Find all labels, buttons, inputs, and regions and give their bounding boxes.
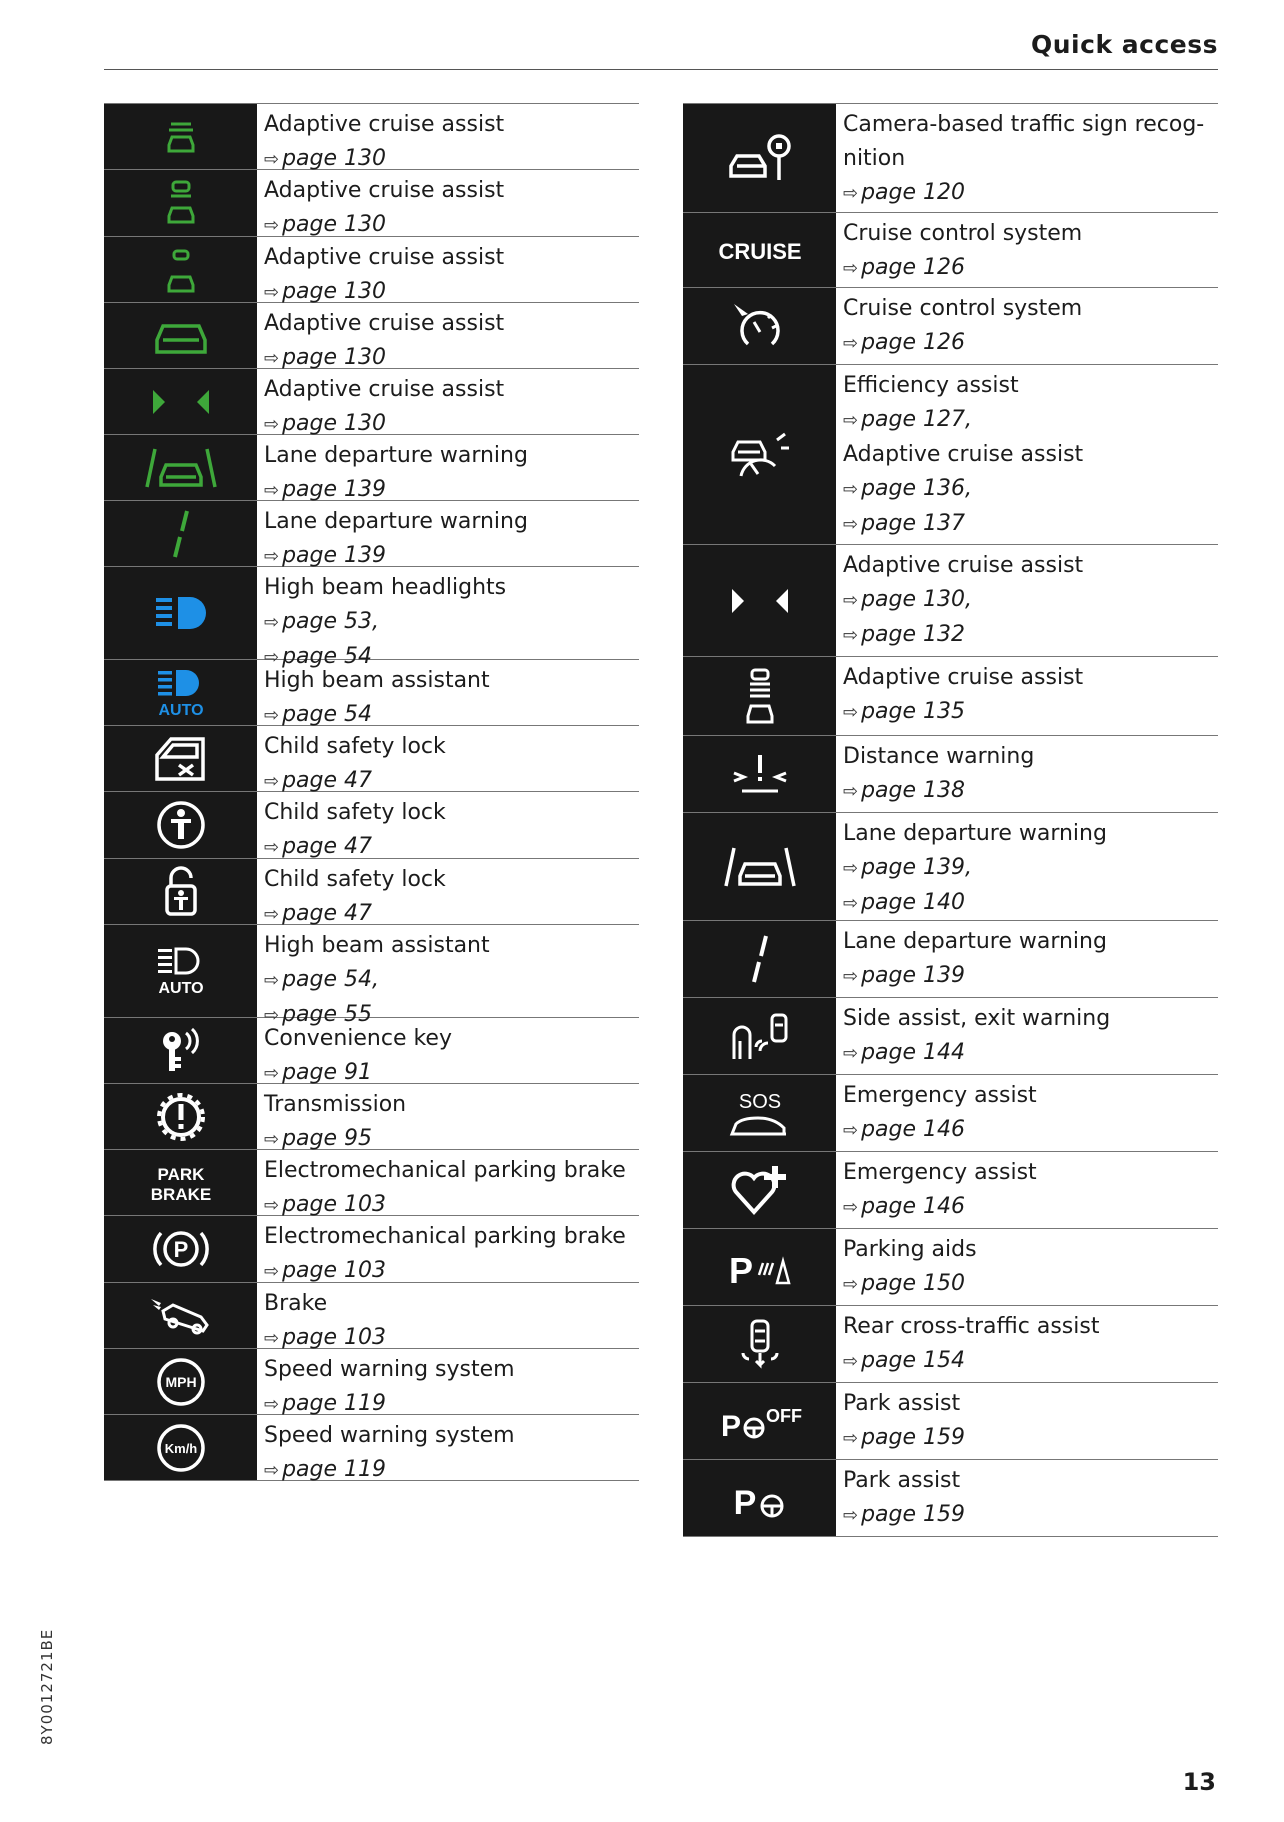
page-reference-text: page 159 — [861, 1425, 966, 1450]
auto-label: AUTO — [157, 980, 204, 997]
row-title: Adaptive cruise assist — [264, 245, 505, 270]
arrow-right-icon: ⇨ — [264, 647, 280, 668]
table-row — [104, 1216, 639, 1283]
page-reference-text: page 159 — [861, 1502, 966, 1527]
page-reference-text: page 139 — [282, 543, 387, 568]
p-label: P — [728, 1250, 753, 1291]
page-reference-text: page 130 — [282, 411, 387, 436]
arrow-right-icon: ⇨ — [264, 904, 280, 925]
header-divider — [104, 69, 1218, 70]
row-title-secondary: Adaptive cruise assist — [843, 442, 1084, 467]
arrow-right-icon: ⇨ — [843, 514, 859, 535]
cruise-text-icon — [683, 213, 836, 287]
page-reference-text: page 126 — [861, 255, 966, 280]
page-reference-link[interactable] — [843, 886, 1218, 921]
table-row — [104, 567, 639, 669]
page-reference-link[interactable] — [843, 695, 1218, 730]
brake-label: BRAKE — [150, 1184, 211, 1204]
page-reference-text: page 54 — [282, 644, 373, 669]
page-reference-text: page 136, — [861, 476, 973, 501]
row-title: Adaptive cruise assist — [264, 377, 505, 402]
row-title: Child safety lock — [264, 867, 446, 892]
park-brake-text-icon — [104, 1150, 257, 1215]
arrow-right-icon: ⇨ — [264, 348, 280, 369]
efficiency-assist-icon — [683, 365, 836, 544]
row-title: Efficiency assist — [843, 373, 1019, 398]
auto-label: AUTO — [157, 701, 204, 719]
acc-green-triangles-icon — [104, 369, 257, 434]
page-reference-text: page 53, — [282, 609, 380, 634]
arrow-right-icon: ⇨ — [264, 282, 280, 303]
table-row — [683, 213, 1218, 288]
table-row — [683, 736, 1218, 813]
acc-white-triangles-icon — [683, 545, 836, 656]
page-reference-text: page 146 — [861, 1117, 966, 1142]
row-title: Convenience key — [264, 1026, 452, 1051]
row-title: Child safety lock — [264, 734, 446, 759]
arrow-right-icon: ⇨ — [264, 1129, 280, 1150]
high-beam-auto-blue-icon — [104, 660, 257, 725]
arrow-right-icon: ⇨ — [264, 705, 280, 726]
page-reference-text: page 119 — [282, 1391, 387, 1416]
arrow-right-icon: ⇨ — [843, 1197, 859, 1218]
page-reference-text: page 135 — [861, 699, 966, 724]
page-reference-text: page 127, — [861, 407, 973, 432]
cruise-gauge-icon — [683, 288, 836, 364]
acc-green-car-icon — [104, 104, 257, 169]
table-row — [683, 1152, 1218, 1229]
parking-aids-icon — [683, 1229, 836, 1305]
page-reference-text: page 144 — [861, 1040, 966, 1065]
right-symbol-table — [683, 103, 1218, 1537]
arrow-right-icon: ⇨ — [843, 625, 859, 646]
page-reference-text: page 120 — [861, 180, 966, 205]
sos-car-icon — [683, 1075, 836, 1151]
speed-kmh-icon — [104, 1415, 257, 1480]
table-row — [683, 998, 1218, 1075]
row-title: Speed warning system — [264, 1423, 515, 1448]
page-reference-link[interactable] — [843, 1344, 1218, 1379]
arrow-right-icon: ⇨ — [843, 781, 859, 802]
page-reference-link[interactable] — [843, 959, 1218, 994]
page-reference-text: page 138 — [861, 778, 966, 803]
arrow-right-icon: ⇨ — [843, 410, 859, 431]
cruise-label: CRUISE — [717, 239, 802, 264]
row-title: Adaptive cruise assist — [264, 311, 505, 336]
row-title: Park assist — [843, 1468, 961, 1493]
arrow-right-icon: ⇨ — [843, 1505, 859, 1526]
row-title: Brake — [264, 1291, 328, 1316]
page-reference-link[interactable] — [843, 1498, 1218, 1533]
table-row — [104, 303, 639, 369]
page-reference-text: page 154 — [861, 1348, 966, 1373]
mph-label: MPH — [164, 1373, 197, 1390]
table-row — [683, 1229, 1218, 1306]
table-row — [104, 237, 639, 303]
table-row — [104, 792, 639, 859]
page-reference-text: page 139 — [861, 963, 966, 988]
page-reference-text: page 130 — [282, 345, 387, 370]
p-label: P — [173, 1237, 188, 1262]
page-reference-text: page 103 — [282, 1325, 387, 1350]
side-assist-icon — [683, 998, 836, 1074]
row-title: Lane departure warning — [264, 443, 528, 468]
row-title: Rear cross-traffic assist — [843, 1314, 1100, 1339]
table-row — [104, 1018, 639, 1084]
arrow-right-icon: ⇨ — [843, 590, 859, 611]
table-row — [104, 660, 639, 726]
lane-white-car-icon — [683, 813, 836, 920]
arrow-right-icon: ⇨ — [264, 1394, 280, 1415]
page-reference-text: page 130 — [282, 279, 387, 304]
p-label: P — [720, 1410, 741, 1443]
page-reference-text: page 95 — [282, 1126, 373, 1151]
page-reference-link[interactable] — [843, 1267, 1218, 1302]
table-row — [104, 1415, 639, 1481]
table-row — [104, 501, 639, 567]
page-reference-text: page 47 — [282, 901, 373, 926]
page-reference-text: page 140 — [861, 890, 966, 915]
table-row — [683, 921, 1218, 998]
table-row — [683, 1306, 1218, 1383]
table-row — [683, 1075, 1218, 1152]
row-title: Adaptive cruise assist — [264, 178, 505, 203]
page-reference-link[interactable] — [843, 1421, 1218, 1456]
arrow-right-icon: ⇨ — [264, 480, 280, 501]
page-reference-text: page 103 — [282, 1258, 387, 1283]
arrow-right-icon: ⇨ — [843, 893, 859, 914]
document-code: 8Y0012721BE — [38, 1628, 56, 1745]
page-reference-text: page 55 — [282, 1002, 373, 1027]
page-reference-text: page 119 — [282, 1457, 387, 1482]
page-number: 13 — [1182, 1768, 1216, 1796]
row-title: Emergency assist — [843, 1160, 1037, 1185]
arrow-right-icon: ⇨ — [843, 479, 859, 500]
acc-green-car-icon — [104, 303, 257, 368]
arrow-right-icon: ⇨ — [264, 970, 280, 991]
page-reference-text: page 91 — [282, 1060, 373, 1085]
row-title: Lane departure warning — [843, 821, 1107, 846]
row-title: Electromechanical parking brake — [264, 1158, 626, 1183]
park-assist-off-icon — [683, 1383, 836, 1459]
row-title: High beam assistant — [264, 933, 490, 958]
acc-white-car-stack-icon — [683, 657, 836, 735]
page-reference-text: page 47 — [282, 834, 373, 859]
page-reference-text: page 130 — [282, 146, 387, 171]
page-reference-text: page 54 — [282, 702, 373, 727]
arrow-right-icon: ⇨ — [843, 966, 859, 987]
child-lock-window-icon — [104, 726, 257, 791]
page-reference-text: page 137 — [861, 511, 966, 536]
table-row — [104, 1084, 639, 1150]
page-reference-link[interactable] — [264, 1453, 639, 1488]
page-reference-link[interactable] — [843, 618, 1218, 653]
row-title: Parking aids — [843, 1237, 977, 1262]
row-title: Cruise control system — [843, 296, 1083, 321]
arrow-right-icon: ⇨ — [264, 612, 280, 633]
page-reference-text: page 139, — [861, 855, 973, 880]
row-title: Cruise control system — [843, 221, 1083, 246]
page-reference-text: page 54, — [282, 967, 380, 992]
arrow-right-icon: ⇨ — [843, 858, 859, 879]
parking-brake-p-icon — [104, 1216, 257, 1282]
table-row — [104, 925, 639, 1027]
arrow-right-icon: ⇨ — [264, 1005, 280, 1026]
page-reference-text: page 130, — [861, 587, 973, 612]
page-reference-link[interactable] — [843, 1036, 1218, 1071]
arrow-right-icon: ⇨ — [264, 215, 280, 236]
child-lock-padlock-icon — [104, 859, 257, 924]
table-row — [104, 726, 639, 792]
arrow-right-icon: ⇨ — [264, 771, 280, 792]
page-reference-link[interactable] — [843, 176, 1218, 211]
park-label: PARK — [157, 1164, 204, 1184]
table-row — [683, 288, 1218, 365]
row-title: High beam headlights — [264, 575, 507, 600]
arrow-right-icon: ⇨ — [264, 1063, 280, 1084]
arrow-right-icon: ⇨ — [843, 1043, 859, 1064]
row-title: Adaptive cruise assist — [843, 553, 1084, 578]
park-assist-icon — [683, 1460, 836, 1536]
table-row — [683, 1383, 1218, 1460]
left-symbol-table — [104, 103, 639, 1481]
traffic-sign-camera-icon — [683, 104, 836, 212]
page-reference-link[interactable] — [843, 472, 1218, 507]
speed-mph-icon — [104, 1349, 257, 1414]
page-reference-link[interactable] — [264, 605, 639, 640]
arrow-right-icon: ⇨ — [843, 1428, 859, 1449]
child-lock-circle-icon — [104, 792, 257, 858]
page-reference-link[interactable] — [843, 583, 1218, 618]
table-row — [683, 104, 1218, 213]
arrow-right-icon: ⇨ — [264, 1195, 280, 1216]
arrow-right-icon: ⇨ — [843, 258, 859, 279]
row-title: Adaptive cruise assist — [264, 112, 505, 137]
table-row — [683, 365, 1218, 545]
arrow-right-icon: ⇨ — [264, 149, 280, 170]
arrow-right-icon: ⇨ — [843, 183, 859, 204]
page-reference-text: page 126 — [861, 330, 966, 355]
row-title: Side assist, exit warning — [843, 1006, 1111, 1031]
table-row — [683, 545, 1218, 657]
arrow-right-icon: ⇨ — [264, 1460, 280, 1481]
page-reference-link[interactable] — [843, 1113, 1218, 1148]
transmission-gear-icon — [104, 1084, 257, 1149]
arrow-right-icon: ⇨ — [843, 1274, 859, 1295]
table-row — [104, 170, 639, 237]
p-label: P — [733, 1484, 756, 1522]
arrow-right-icon: ⇨ — [264, 546, 280, 567]
table-row — [683, 657, 1218, 736]
page-reference-text: page 132 — [861, 622, 966, 647]
page-reference-link[interactable] — [843, 851, 1218, 886]
arrow-right-icon: ⇨ — [843, 1120, 859, 1141]
acc-green-car-icon — [104, 170, 257, 236]
arrow-right-icon: ⇨ — [264, 1261, 280, 1282]
row-title: Lane departure warning — [843, 929, 1107, 954]
distance-warning-icon — [683, 736, 836, 812]
arrow-right-icon: ⇨ — [843, 333, 859, 354]
table-row — [104, 1349, 639, 1415]
kmh-label: Km/h — [164, 1440, 197, 1456]
arrow-right-icon: ⇨ — [264, 414, 280, 435]
table-row — [104, 104, 639, 170]
row-title: High beam assistant — [264, 668, 490, 693]
page-reference-text: page 150 — [861, 1271, 966, 1296]
acc-green-car-icon — [104, 237, 257, 302]
page-reference-link[interactable] — [843, 1190, 1218, 1225]
lane-green-car-icon — [104, 435, 257, 500]
row-title: Child safety lock — [264, 800, 446, 825]
page-reference-link[interactable] — [843, 507, 1218, 542]
row-title: Lane departure warning — [264, 509, 528, 534]
page-reference-link[interactable] — [264, 963, 639, 998]
lane-white-line-icon — [683, 921, 836, 997]
page-reference-text: page 47 — [282, 768, 373, 793]
page-reference-link[interactable] — [843, 403, 1218, 438]
page-header-title: Quick access — [1031, 30, 1218, 59]
page-reference-link[interactable] — [843, 251, 1218, 286]
high-beam-blue-icon — [104, 567, 257, 659]
sos-label: SOS — [738, 1091, 781, 1113]
page-reference-link[interactable] — [843, 326, 1218, 361]
high-beam-auto-white-icon — [104, 925, 257, 1017]
row-title: Park assist — [843, 1391, 961, 1416]
table-row — [104, 1283, 639, 1349]
brake-car-icon — [104, 1283, 257, 1348]
table-row — [683, 813, 1218, 921]
off-label: OFF — [765, 1406, 802, 1426]
table-row — [104, 369, 639, 435]
page-reference-link[interactable] — [843, 774, 1218, 809]
page-reference-text: page 103 — [282, 1192, 387, 1217]
heart-plus-icon — [683, 1152, 836, 1228]
row-title: Transmission — [264, 1092, 407, 1117]
row-title: Speed warning system — [264, 1357, 515, 1382]
convenience-key-icon — [104, 1018, 257, 1083]
rear-cross-traffic-icon — [683, 1306, 836, 1382]
table-row — [683, 1460, 1218, 1537]
row-title: Distance warning — [843, 744, 1035, 769]
row-title: Electromechanical parking brake — [264, 1224, 626, 1249]
table-row — [104, 435, 639, 501]
page-reference-text: page 139 — [282, 477, 387, 502]
row-title: Emergency assist — [843, 1083, 1037, 1108]
row-title: Adaptive cruise assist — [843, 665, 1084, 690]
arrow-right-icon: ⇨ — [843, 702, 859, 723]
lane-green-line-icon — [104, 501, 257, 566]
table-row — [104, 859, 639, 925]
arrow-right-icon: ⇨ — [843, 1351, 859, 1372]
row-title: Camera-based traffic sign recog- nition — [843, 112, 1205, 171]
page-reference-text: page 130 — [282, 212, 387, 237]
arrow-right-icon: ⇨ — [264, 1328, 280, 1349]
page-reference-text: page 146 — [861, 1194, 966, 1219]
arrow-right-icon: ⇨ — [264, 837, 280, 858]
table-row — [104, 1150, 639, 1216]
